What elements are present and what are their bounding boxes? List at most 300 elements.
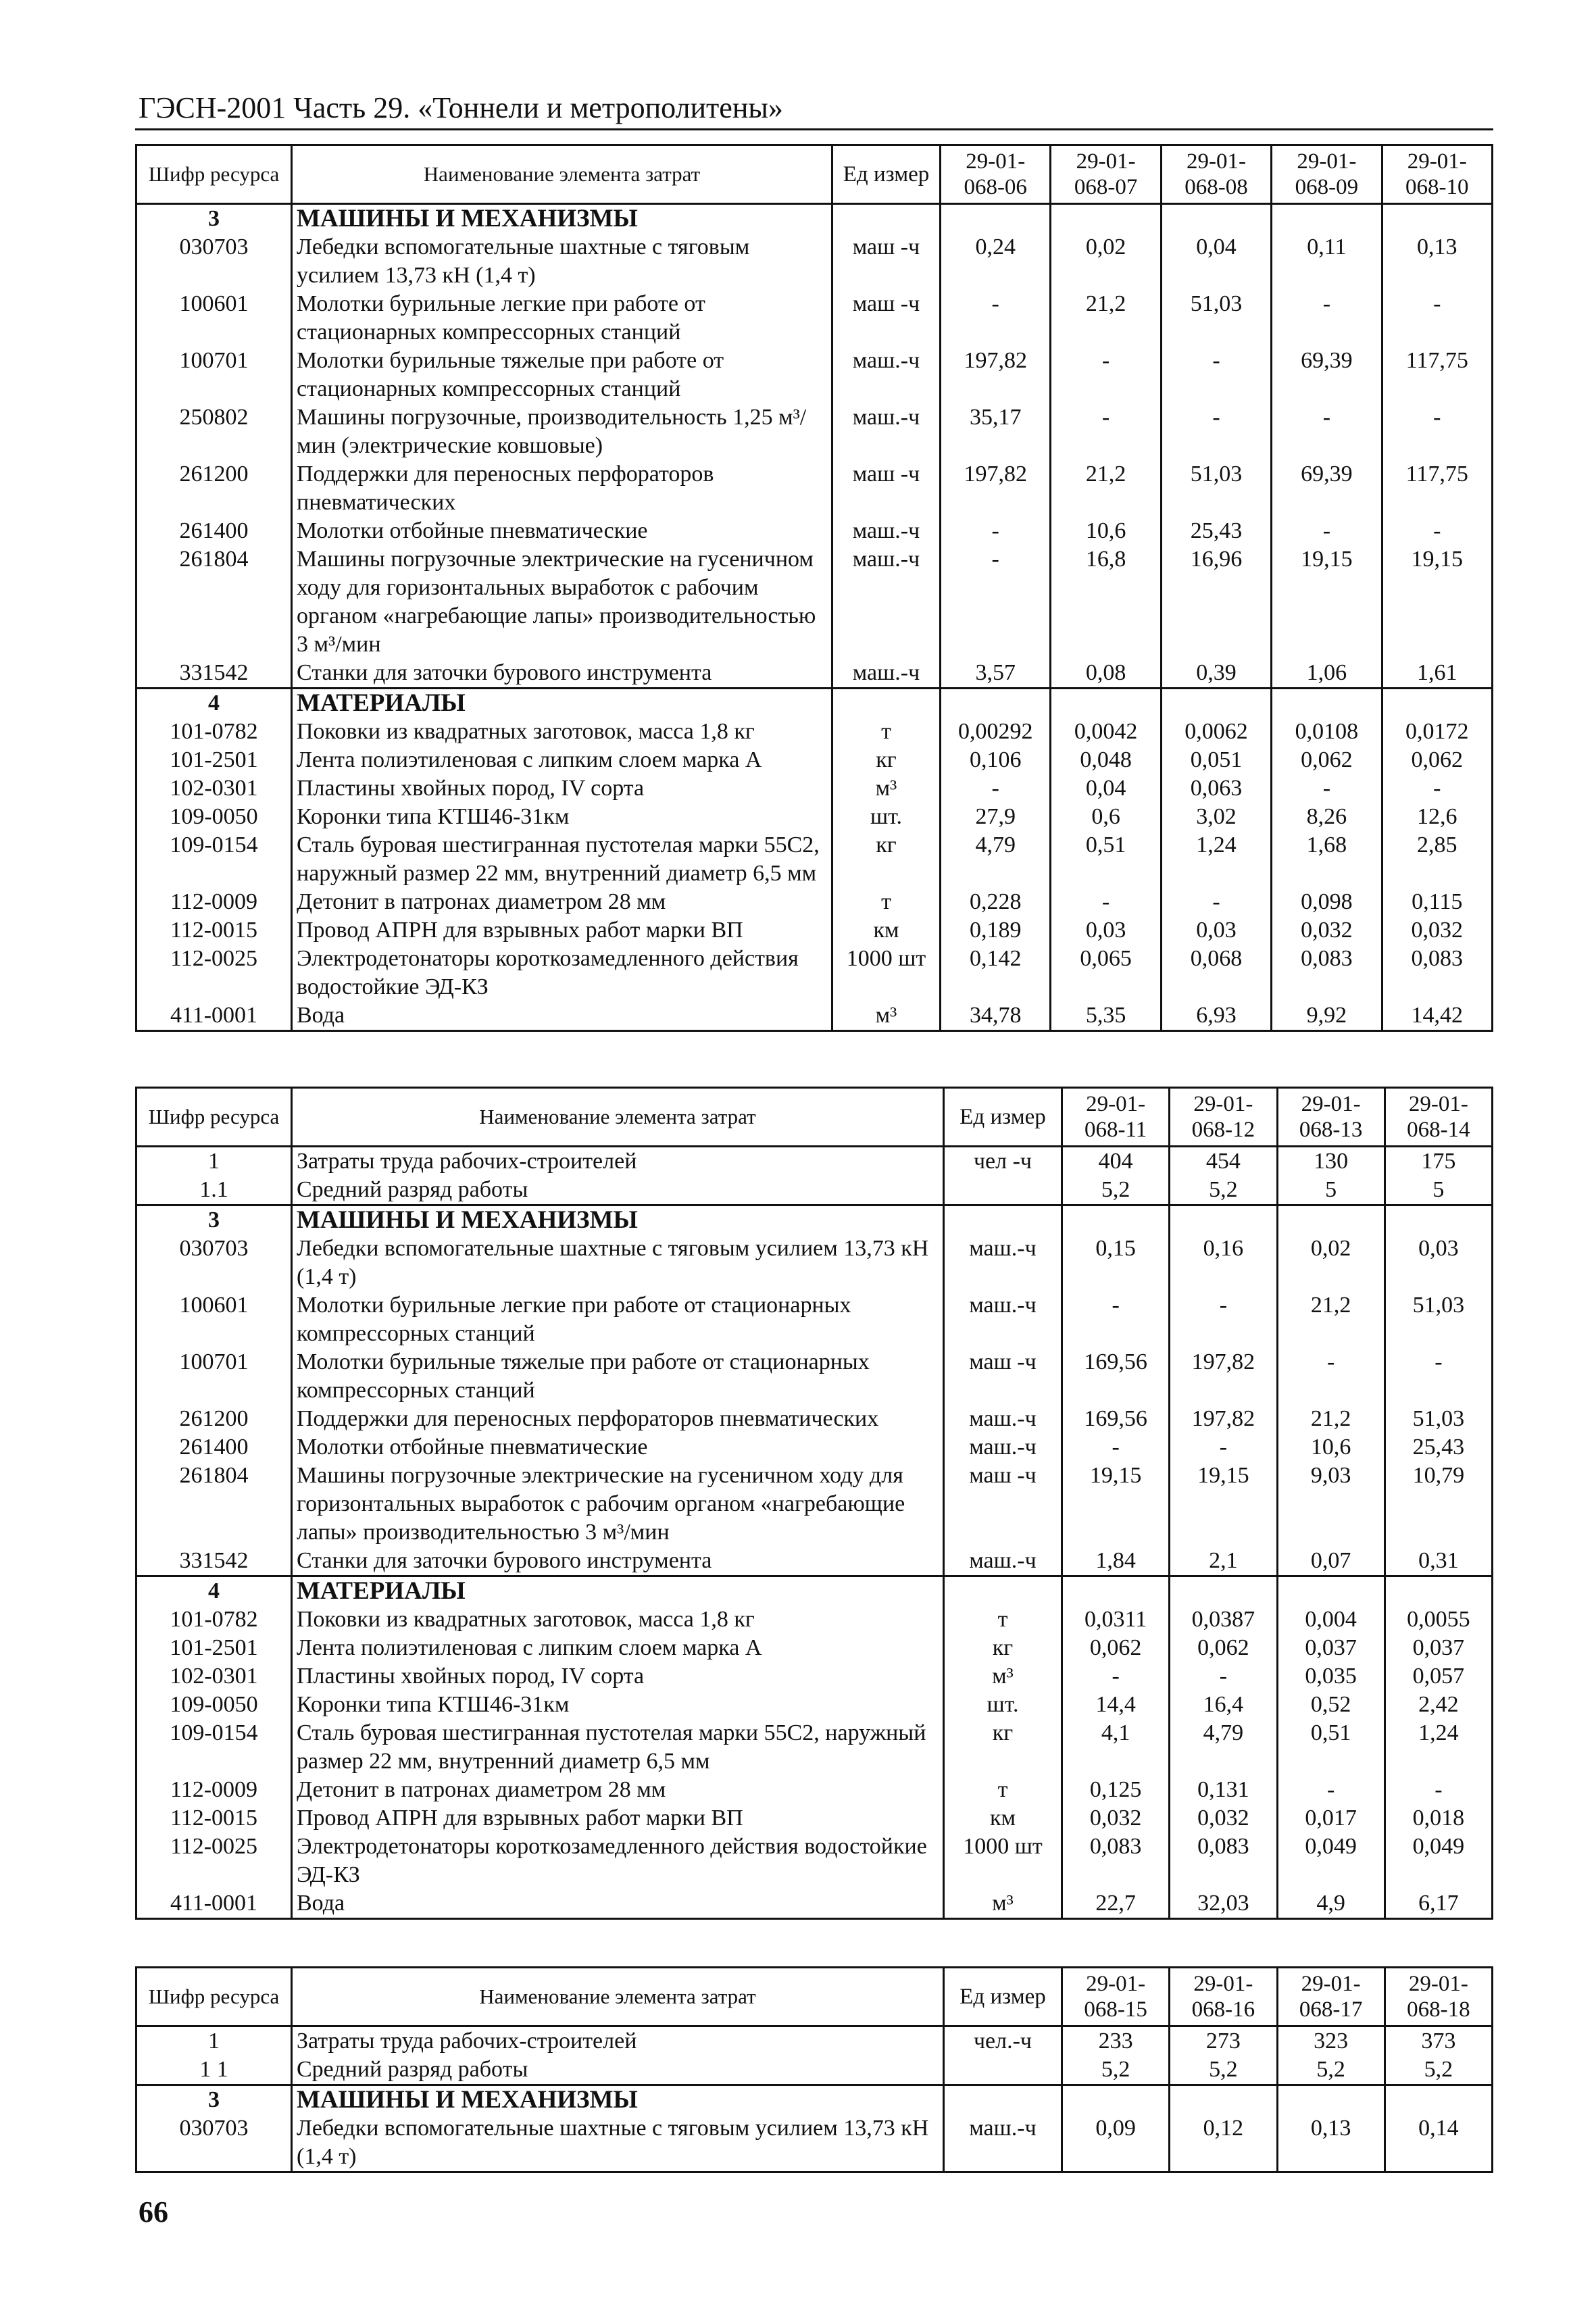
column-header-unit: Ед измер <box>832 145 941 204</box>
norm-code-line: 29-01- <box>1407 149 1467 174</box>
resource-name: Машины погрузочные, производительность 1,25 м³/мин (электрические ковшовые) <box>292 403 832 460</box>
value-cell: - <box>1161 347 1271 403</box>
value-cell: 0,12 <box>1170 2114 1277 2172</box>
value-cell: 21,2 <box>1277 1291 1385 1348</box>
value-cell: 0,063 <box>1161 774 1271 803</box>
table-row <box>136 1719 1493 1776</box>
value-cell: - <box>1385 1776 1492 1804</box>
value-cell: 32,03 <box>1170 1889 1277 1919</box>
unit-cell: маш.-ч <box>944 1433 1062 1462</box>
resource-code: 3 <box>136 204 292 234</box>
value-cell: 0,032 <box>1272 916 1382 945</box>
column-header-name: Наименование элемента затрат <box>292 1088 944 1147</box>
table-row <box>136 1405 1493 1433</box>
value-cell: 4,79 <box>1170 1719 1277 1776</box>
resource-name: Лента полиэтиленовая с липким слоем марка А <box>292 1634 944 1662</box>
value-cell: - <box>1062 1433 1170 1462</box>
value-cell: 6,93 <box>1161 1001 1271 1031</box>
value-cell: 21,2 <box>1051 460 1161 517</box>
resource-name: Лента полиэтиленовая с липким слоем марка А <box>292 746 832 774</box>
value-cell: 0,062 <box>1272 746 1382 774</box>
value-cell: 0,057 <box>1385 1662 1492 1691</box>
unit-cell: км <box>944 1804 1062 1833</box>
resource-name: Электродетонаторы короткозамедленного действия водостойкие ЭД-КЗ <box>292 945 832 1001</box>
value-cell: - <box>1272 403 1382 460</box>
value-cell: 0,00292 <box>941 718 1051 746</box>
value-cell: 0,049 <box>1277 1833 1385 1889</box>
unit-cell: маш.-ч <box>944 1235 1062 1291</box>
resource-code: 101-0782 <box>136 1605 292 1634</box>
norm-code-line: 29-01- <box>1086 1092 1146 1116</box>
value-cell: 2,85 <box>1382 831 1492 888</box>
resource-code: 112-0025 <box>136 945 292 1001</box>
value-cell: 1,24 <box>1385 1719 1492 1776</box>
value-cell: 197,82 <box>1170 1348 1277 1405</box>
value-cell: 0,51 <box>1277 1719 1385 1776</box>
unit-cell: маш.-ч <box>944 1547 1062 1576</box>
norm-code-line: 29-01- <box>1186 149 1246 174</box>
value-cell: 0,068 <box>1161 945 1271 1001</box>
value-cell <box>1382 689 1492 718</box>
unit-cell: т <box>944 1605 1062 1634</box>
resource-code: 261200 <box>136 460 292 517</box>
unit-cell: т <box>944 1776 1062 1804</box>
value-cell: 0,07 <box>1277 1547 1385 1576</box>
value-cell <box>1382 204 1492 234</box>
norm-code-line: 29-01- <box>1408 1092 1468 1116</box>
resource-code: 261804 <box>136 1462 292 1547</box>
resource-code: 331542 <box>136 1547 292 1576</box>
value-cell: 0,39 <box>1161 659 1271 689</box>
table-row <box>136 347 1493 403</box>
value-cell: 51,03 <box>1161 290 1271 347</box>
resource-code: 100701 <box>136 1348 292 1405</box>
section-row <box>136 2085 1493 2115</box>
value-cell: - <box>1385 1348 1492 1405</box>
resource-name: Молотки отбойные пневматические <box>292 517 832 545</box>
value-cell: 197,82 <box>1170 1405 1277 1433</box>
unit-cell: маш -ч <box>832 460 941 517</box>
value-cell: 19,15 <box>1170 1462 1277 1547</box>
value-cell: - <box>1051 347 1161 403</box>
value-cell: 0,0387 <box>1170 1605 1277 1634</box>
value-cell <box>1161 204 1271 234</box>
norm-code-line: 068-06 <box>964 175 1027 199</box>
resource-code: 3 <box>136 1205 292 1235</box>
table-row <box>136 2114 1493 2172</box>
resource-name: Пластины хвойных пород, IV сорта <box>292 774 832 803</box>
unit-cell <box>944 1576 1062 1606</box>
value-cell: 5,2 <box>1062 1176 1170 1205</box>
resource-name: Станки для заточки бурового инструмента <box>292 1547 944 1576</box>
column-header-name: Наименование элемента затрат <box>292 145 832 204</box>
unit-cell: маш.-ч <box>944 2114 1062 2172</box>
table-row <box>136 1889 1493 1919</box>
resource-code: 1 <box>136 1147 292 1176</box>
value-cell <box>1062 2085 1170 2115</box>
section-row <box>136 1576 1493 1606</box>
value-cell: 0,14 <box>1385 2114 1492 2172</box>
table-row <box>136 233 1493 290</box>
table-row <box>136 290 1493 347</box>
value-cell: 0,004 <box>1277 1605 1385 1634</box>
column-header-norm <box>1170 1088 1277 1147</box>
value-cell: 10,6 <box>1051 517 1161 545</box>
norm-code-line: 068-17 <box>1299 1997 1363 2022</box>
value-cell: 0,032 <box>1170 1804 1277 1833</box>
value-cell <box>1277 1576 1385 1606</box>
table-row <box>136 1348 1493 1405</box>
value-cell: 117,75 <box>1382 347 1492 403</box>
value-cell: 9,92 <box>1272 1001 1382 1031</box>
column-header-norm <box>1161 145 1271 204</box>
value-cell <box>1170 1576 1277 1606</box>
value-cell: - <box>941 517 1051 545</box>
value-cell: 51,03 <box>1385 1291 1492 1348</box>
resource-name: Поковки из квадратных заготовок, масса 1,8 кг <box>292 718 832 746</box>
unit-cell: шт. <box>944 1691 1062 1719</box>
resource-name: Лебедки вспомогательные шахтные с тяговым усилием 13,73 кН (1,4 т) <box>292 2114 944 2172</box>
resource-code: 3 <box>136 2085 292 2115</box>
value-cell: - <box>1382 403 1492 460</box>
unit-cell: кг <box>944 1634 1062 1662</box>
norm-code-line: 29-01- <box>1301 1092 1361 1116</box>
value-cell: 454 <box>1170 1147 1277 1176</box>
unit-cell: 1000 шт <box>832 945 941 1001</box>
value-cell: 5,2 <box>1170 2056 1277 2085</box>
value-cell: - <box>1051 888 1161 916</box>
value-cell: 35,17 <box>941 403 1051 460</box>
value-cell: 0,062 <box>1170 1634 1277 1662</box>
resource-code: 100601 <box>136 1291 292 1348</box>
resource-code: 261804 <box>136 545 292 659</box>
resource-name: Поддержки для переносных перфораторов пневматических <box>292 460 832 517</box>
table-row <box>136 460 1493 517</box>
unit-cell: маш.-ч <box>832 347 941 403</box>
value-cell: - <box>1161 888 1271 916</box>
value-cell: 14,4 <box>1062 1691 1170 1719</box>
value-cell: 0,083 <box>1062 1833 1170 1889</box>
value-cell: 3,57 <box>941 659 1051 689</box>
value-cell: 0,115 <box>1382 888 1492 916</box>
norm-code-line: 068-09 <box>1295 175 1359 199</box>
resource-code: 4 <box>136 689 292 718</box>
column-header-code: Шифр ресурса <box>136 1968 292 2026</box>
table-row <box>136 1662 1493 1691</box>
value-cell: 0,51 <box>1051 831 1161 888</box>
value-cell: 0,083 <box>1170 1833 1277 1889</box>
value-cell: 0,0172 <box>1382 718 1492 746</box>
resource-name: Машины погрузочные электрические на гусеничном ходу для горизонтальных выработок с рабочим органом «нагребающие лапы» производительностью 3 м³/мин <box>292 1462 944 1547</box>
column-header-norm <box>941 145 1051 204</box>
unit-cell: чел.-ч <box>944 2026 1062 2056</box>
column-header-norm <box>1382 145 1492 204</box>
resource-name: Молотки бурильные легкие при работе от стационарных компрессорных станций <box>292 290 832 347</box>
value-cell: 323 <box>1277 2026 1385 2056</box>
unit-cell: кг <box>944 1719 1062 1776</box>
value-cell: 16,8 <box>1051 545 1161 659</box>
resource-name: МАШИНЫ И МЕХАНИЗМЫ <box>292 204 832 234</box>
value-cell: 8,26 <box>1272 803 1382 831</box>
column-header-norm <box>1062 1968 1170 2026</box>
resource-name: Средний разряд работы <box>292 1176 944 1205</box>
resource-name: Затраты труда рабочих-строителей <box>292 1147 944 1176</box>
value-cell: 197,82 <box>941 460 1051 517</box>
norm-code-line: 068-12 <box>1191 1118 1255 1142</box>
value-cell <box>1161 689 1271 718</box>
resource-name: Лебедки вспомогательные шахтные с тяговым усилием 13,73 кН (1,4 т) <box>292 233 832 290</box>
value-cell: - <box>941 774 1051 803</box>
value-cell <box>1385 2085 1492 2115</box>
resource-name: Молотки бурильные тяжелые при работе от стационарных компрессорных станций <box>292 1348 944 1405</box>
norm-code-line: 29-01- <box>1086 1972 1146 1996</box>
unit-cell: т <box>832 888 941 916</box>
unit-cell: маш.-ч <box>832 545 941 659</box>
value-cell: 69,39 <box>1272 460 1382 517</box>
unit-cell: т <box>832 718 941 746</box>
norm-code-line: 068-13 <box>1299 1118 1363 1142</box>
resource-code: 1 1 <box>136 2056 292 2085</box>
resource-name: Молотки отбойные пневматические <box>292 1433 944 1462</box>
resource-name: Молотки бурильные легкие при работе от стационарных компрессорных станций <box>292 1291 944 1348</box>
table-header-row <box>136 1968 1493 2026</box>
norm-code-line: 068-16 <box>1191 1997 1255 2022</box>
value-cell: 373 <box>1385 2026 1492 2056</box>
table-row <box>136 1235 1493 1291</box>
resource-table-2 <box>135 1087 1493 1920</box>
unit-cell: м³ <box>944 1662 1062 1691</box>
resource-name: Сталь буровая шестигранная пустотелая марки 55С2, наружный размер 22 мм, внутренний диаметр 6,5 мм <box>292 831 832 888</box>
value-cell: - <box>1382 290 1492 347</box>
value-cell: 0,131 <box>1170 1776 1277 1804</box>
resource-code: 112-0015 <box>136 1804 292 1833</box>
value-cell <box>1277 2085 1385 2115</box>
value-cell: 0,035 <box>1277 1662 1385 1691</box>
value-cell: - <box>1272 517 1382 545</box>
value-cell <box>1051 204 1161 234</box>
value-cell: 0,08 <box>1051 659 1161 689</box>
value-cell: 0,16 <box>1170 1235 1277 1291</box>
unit-cell: маш.-ч <box>832 517 941 545</box>
table-row <box>136 2026 1493 2056</box>
resource-code: 4 <box>136 1576 292 1606</box>
column-header-norm <box>1062 1088 1170 1147</box>
resource-table-3 <box>135 1966 1493 2173</box>
value-cell: 1,06 <box>1272 659 1382 689</box>
value-cell: 5,2 <box>1170 1176 1277 1205</box>
resource-code: 109-0050 <box>136 1691 292 1719</box>
resource-code: 101-2501 <box>136 746 292 774</box>
value-cell: - <box>1170 1662 1277 1691</box>
table-row <box>136 1462 1493 1547</box>
table-row <box>136 517 1493 545</box>
resource-name: Молотки бурильные тяжелые при работе от стационарных компрессорных станций <box>292 347 832 403</box>
value-cell: 404 <box>1062 1147 1170 1176</box>
page-header: ГЭСН-2001 Часть 29. «Тоннели и метрополитены» <box>139 91 783 124</box>
norm-code-line: 29-01- <box>1193 1972 1253 1996</box>
value-cell: 0,125 <box>1062 1776 1170 1804</box>
value-cell <box>1170 2085 1277 2115</box>
page-number: 66 <box>139 2195 168 2229</box>
value-cell: 1,68 <box>1272 831 1382 888</box>
resource-table-1 <box>135 144 1493 1032</box>
value-cell: 16,96 <box>1161 545 1271 659</box>
norm-code-line: 068-14 <box>1407 1118 1470 1142</box>
column-header-norm <box>1277 1968 1385 2026</box>
resource-name: Коронки типа КТШ46-31км <box>292 1691 944 1719</box>
value-cell: 34,78 <box>941 1001 1051 1031</box>
column-header-norm <box>1385 1088 1492 1147</box>
value-cell: - <box>941 290 1051 347</box>
column-header-norm <box>1272 145 1382 204</box>
value-cell: 233 <box>1062 2026 1170 2056</box>
table-row <box>136 1147 1493 1176</box>
value-cell: 0,0042 <box>1051 718 1161 746</box>
column-header-unit: Ед измер <box>944 1088 1062 1147</box>
value-cell: 19,15 <box>1062 1462 1170 1547</box>
value-cell: 0,017 <box>1277 1804 1385 1833</box>
value-cell: 6,17 <box>1385 1889 1492 1919</box>
table-row <box>136 1804 1493 1833</box>
value-cell: - <box>1062 1662 1170 1691</box>
value-cell: 0,13 <box>1277 2114 1385 2172</box>
value-cell: 22,7 <box>1062 1889 1170 1919</box>
resource-name: Станки для заточки бурового инструмента <box>292 659 832 689</box>
value-cell: - <box>1062 1291 1170 1348</box>
table-row <box>136 1605 1493 1634</box>
value-cell: 0,03 <box>1385 1235 1492 1291</box>
resource-code: 101-0782 <box>136 718 292 746</box>
resource-name: Сталь буровая шестигранная пустотелая марки 55С2, наружный размер 22 мм, внутренний диаметр 6,5 мм <box>292 1719 944 1776</box>
unit-cell: маш.-ч <box>944 1291 1062 1348</box>
resource-code: 102-0301 <box>136 774 292 803</box>
value-cell <box>1062 1576 1170 1606</box>
value-cell: - <box>1382 517 1492 545</box>
table-row <box>136 831 1493 888</box>
value-cell: 0,106 <box>941 746 1051 774</box>
value-cell <box>1051 689 1161 718</box>
value-cell: - <box>1277 1348 1385 1405</box>
value-cell: 0,03 <box>1161 916 1271 945</box>
resource-name: МАТЕРИАЛЫ <box>292 689 832 718</box>
value-cell: - <box>941 545 1051 659</box>
section-row <box>136 689 1493 718</box>
table-row <box>136 1634 1493 1662</box>
value-cell: 0,09 <box>1062 2114 1170 2172</box>
table-row <box>136 888 1493 916</box>
table-row <box>136 1433 1493 1462</box>
column-header-name: Наименование элемента затрат <box>292 1968 944 2026</box>
value-cell: 5 <box>1277 1176 1385 1205</box>
resource-name: Детонит в патронах диаметром 28 мм <box>292 1776 944 1804</box>
resource-code: 112-0025 <box>136 1833 292 1889</box>
table-row <box>136 403 1493 460</box>
value-cell: 0,062 <box>1382 746 1492 774</box>
resource-name: МАШИНЫ И МЕХАНИЗМЫ <box>292 1205 944 1235</box>
value-cell: 169,56 <box>1062 1405 1170 1433</box>
value-cell: 14,42 <box>1382 1001 1492 1031</box>
value-cell: 0,0311 <box>1062 1605 1170 1634</box>
resource-name: Поковки из квадратных заготовок, масса 1,8 кг <box>292 1605 944 1634</box>
value-cell: 16,4 <box>1170 1691 1277 1719</box>
value-cell: 0,051 <box>1161 746 1271 774</box>
value-cell: - <box>1382 774 1492 803</box>
table-row <box>136 1176 1493 1205</box>
norm-code-line: 068-15 <box>1084 1997 1147 2022</box>
resource-name: Электродетонаторы короткозамедленного действия водостойкие ЭД-КЗ <box>292 1833 944 1889</box>
unit-cell: чел -ч <box>944 1147 1062 1176</box>
value-cell: 0,52 <box>1277 1691 1385 1719</box>
value-cell: 0,24 <box>941 233 1051 290</box>
value-cell: 25,43 <box>1385 1433 1492 1462</box>
unit-cell <box>832 689 941 718</box>
value-cell: 3,02 <box>1161 803 1271 831</box>
resource-code: 030703 <box>136 2114 292 2172</box>
value-cell: 0,02 <box>1277 1235 1385 1291</box>
unit-cell: кг <box>832 746 941 774</box>
value-cell: - <box>1277 1776 1385 1804</box>
value-cell: 117,75 <box>1382 460 1492 517</box>
value-cell: 0,018 <box>1385 1804 1492 1833</box>
table-row <box>136 1547 1493 1576</box>
resource-name: Вода <box>292 1001 832 1031</box>
unit-cell: м³ <box>832 774 941 803</box>
table-row <box>136 659 1493 689</box>
value-cell <box>1062 1205 1170 1235</box>
value-cell: 0,049 <box>1385 1833 1492 1889</box>
column-header-norm <box>1385 1968 1492 2026</box>
norm-code-line: 068-07 <box>1074 175 1138 199</box>
resource-name: Машины погрузочные электрические на гусеничном ходу для горизонтальных выработок с рабочим органом «нагребающие лапы» производительностью 3 м³/мин <box>292 545 832 659</box>
value-cell: 1,24 <box>1161 831 1271 888</box>
unit-cell: м³ <box>832 1001 941 1031</box>
value-cell: - <box>1272 290 1382 347</box>
norm-code-line: 29-01- <box>1408 1972 1468 1996</box>
norm-code-line: 29-01- <box>1193 1092 1253 1116</box>
value-cell: 27,9 <box>941 803 1051 831</box>
norm-code-line: 068-18 <box>1407 1997 1470 2022</box>
resource-code: 1.1 <box>136 1176 292 1205</box>
resource-code: 100601 <box>136 290 292 347</box>
resource-name: Провод АПРН для взрывных работ марки ВП <box>292 1804 944 1833</box>
value-cell: 10,79 <box>1385 1462 1492 1547</box>
value-cell: 0,083 <box>1382 945 1492 1001</box>
column-header-norm <box>1277 1088 1385 1147</box>
unit-cell: маш -ч <box>832 290 941 347</box>
resource-code: 261200 <box>136 1405 292 1433</box>
unit-cell: км <box>832 916 941 945</box>
value-cell: 0,0055 <box>1385 1605 1492 1634</box>
value-cell: 2,42 <box>1385 1691 1492 1719</box>
value-cell: 19,15 <box>1272 545 1382 659</box>
value-cell: 5,2 <box>1277 2056 1385 2085</box>
norm-code-line: 29-01- <box>966 149 1026 174</box>
value-cell: 0,032 <box>1062 1804 1170 1833</box>
resource-name: Пластины хвойных пород, IV сорта <box>292 1662 944 1691</box>
value-cell: 0,083 <box>1272 945 1382 1001</box>
table-header-row <box>136 145 1493 204</box>
value-cell <box>1272 204 1382 234</box>
resource-name: Коронки типа КТШ46-31км <box>292 803 832 831</box>
value-cell: 1,84 <box>1062 1547 1170 1576</box>
value-cell: 0,098 <box>1272 888 1382 916</box>
unit-cell: маш.-ч <box>832 403 941 460</box>
value-cell: 51,03 <box>1161 460 1271 517</box>
value-cell <box>1385 1205 1492 1235</box>
value-cell: 0,31 <box>1385 1547 1492 1576</box>
value-cell: 0,03 <box>1051 916 1161 945</box>
resource-name: Поддержки для переносных перфораторов пневматических <box>292 1405 944 1433</box>
